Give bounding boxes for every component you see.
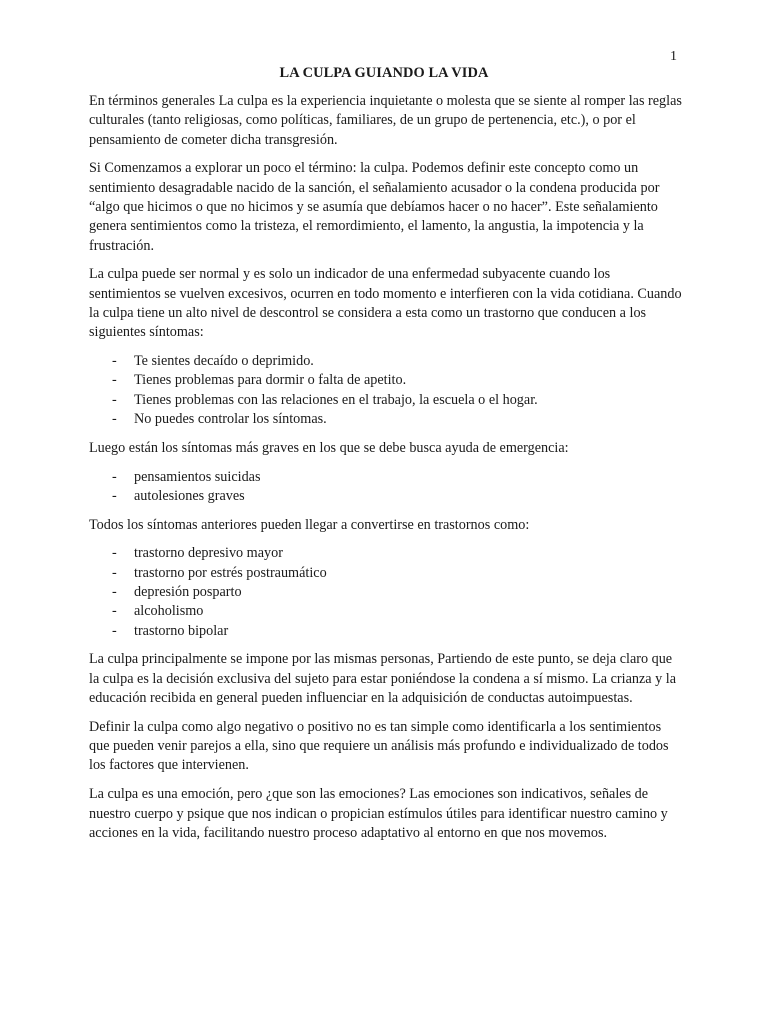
bullet-dash: - bbox=[112, 372, 117, 389]
paragraph-emotions: La culpa es una emoción, pero ¿que son las emociones? Las emociones son indicativos, señales de nuestro cuerpo y psique que nos indican o propician estímulos útiles para identificar nuestro camino y acciones en la vida, facilitando nuestro proceso adaptativo al entorno en que nos movemos. bbox=[89, 786, 668, 841]
list-item: - Tienes problemas para dormir o falta de apetito. bbox=[89, 371, 684, 390]
page-number: 1 bbox=[670, 49, 677, 64]
paragraph-intro: En términos generales La culpa es la experiencia inquietante o molesta que se siente al romper las reglas culturales (tanto religiosas, como políticas, familiares, de un grupo de pertenencia, etc.), o por el pensamiento de cometer dicha transgresión. bbox=[89, 93, 682, 148]
bullet-dash: - bbox=[112, 545, 117, 562]
paragraph-symptoms-intro: La culpa puede ser normal y es solo un indicador de una enfermedad subyacente cuando los sentimientos se vuelven excesivos, ocurren en todo momento e interfieren con la vida cotidiana. Cuando la culpa tiene un alto nivel de descontrol se considera a esta como un trastorno que conducen a los siguientes síntomas: bbox=[89, 266, 682, 341]
bullet-dash: - bbox=[112, 603, 117, 620]
paragraph-severe-intro: Luego están los síntomas más graves en los que se debe busca ayuda de emergencia: bbox=[89, 439, 569, 456]
bullet-dash: - bbox=[112, 487, 117, 504]
list-item: - No puedes controlar los síntomas. bbox=[89, 410, 684, 429]
bullet-dash: - bbox=[112, 391, 117, 408]
document-body bbox=[89, 92, 684, 853]
paragraph-definition: Si Comenzamos a explorar un poco el término: la culpa. Podemos definir este concepto como un sentimiento desagradable nacido de la sanción, el señalamiento acusador o la condena producida por “algo que hicimos o que no hicimos y se asumía que debíamos hacer o no hacer”. Este señalamiento genera sentimientos como la tristeza, el remordimiento, el lamento, la angustia, la impotencia y la frustración. bbox=[89, 160, 660, 254]
bullet-dash: - bbox=[112, 353, 117, 370]
disorders-list bbox=[89, 544, 684, 640]
bullet-dash: - bbox=[112, 564, 117, 581]
bullet-dash: - bbox=[112, 622, 117, 639]
symptoms-list bbox=[89, 352, 684, 429]
list-item: - alcoholismo bbox=[89, 602, 684, 621]
severe-symptoms-list bbox=[89, 468, 684, 507]
bullet-dash: - bbox=[112, 468, 117, 485]
list-item: - trastorno por estrés postraumático bbox=[89, 564, 684, 583]
paragraph-analysis: Definir la culpa como algo negativo o positivo no es tan simple como identificarla a los sentimientos que pueden venir parejos a ella, sino que requiere un análisis más profundo e individualizado de todos los factores que intervienen. bbox=[89, 718, 669, 774]
paragraph-self-imposed: La culpa principalmente se impone por las mismas personas, Partiendo de este punto, se deja claro que la culpa es la decisión exclusiva del sujeto para estar poniéndose la condena a sí mismo. La crianza y la educación recibida en general pueden influenciar en la adquisición de conductas autoimpuestas. bbox=[89, 651, 676, 707]
bullet-dash: - bbox=[112, 410, 117, 427]
list-item: - trastorno depresivo mayor bbox=[89, 544, 684, 563]
list-item: - Tienes problemas con las relaciones en el trabajo, la escuela o el hogar. bbox=[89, 391, 684, 410]
list-item: - Te sientes decaído o deprimido. bbox=[89, 352, 684, 371]
list-item: - pensamientos suicidas bbox=[89, 468, 684, 487]
list-item: - autolesiones graves bbox=[89, 487, 684, 506]
paragraph-disorders-intro: Todos los síntomas anteriores pueden llegar a convertirse en trastornos como: bbox=[89, 516, 530, 533]
list-item: - depresión posparto bbox=[89, 583, 684, 602]
bullet-dash: - bbox=[112, 584, 117, 601]
list-item: - trastorno bipolar bbox=[89, 622, 684, 641]
document-title: LA CULPA GUIANDO LA VIDA bbox=[279, 65, 489, 81]
